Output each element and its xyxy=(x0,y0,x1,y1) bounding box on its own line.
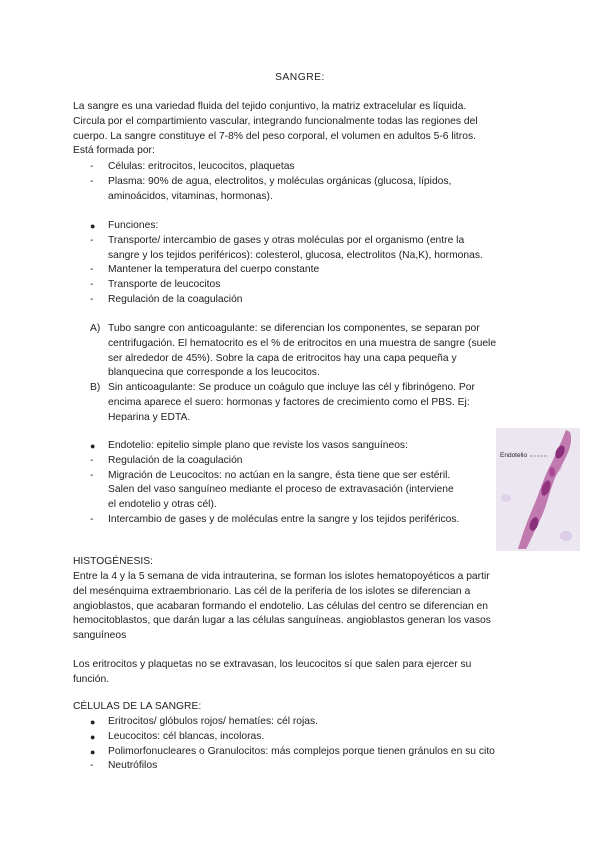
text-line: Los eritrocitos y plaquetas no se extravasan, los leucocitos sí que salen para ejercer su xyxy=(73,659,472,670)
text-line: angioblastos, que acabaran formando el endotelio. Las células del centro se diferencian en xyxy=(73,600,489,612)
list-item xyxy=(90,454,490,469)
text-line: Intercambio de gases y de moléculas entre la sangre y los tejidos periféricos. xyxy=(108,513,460,525)
text-line: aminoácidos, vitaminas, hormonas). xyxy=(108,190,273,202)
text-line: Mantener la temperatura del cuerpo constante xyxy=(108,264,320,276)
text-line: sangre y los tejidos periféricos): colesterol, glucosa, electrolitos (Na,K), hormonas. xyxy=(108,249,483,261)
tubes-list xyxy=(90,322,530,426)
cells-list xyxy=(90,715,530,774)
text-line: Neutrófilos xyxy=(108,760,158,772)
list-marker: - xyxy=(90,760,94,772)
list-item xyxy=(90,469,490,513)
bullet-icon: ● xyxy=(90,221,96,231)
text-line: Eritrocitos/ glóbulos rojos/ hematíes: cél rojas. xyxy=(108,716,319,727)
list-marker: - xyxy=(90,234,94,246)
intro-paragraph xyxy=(73,100,533,159)
list-marker: - xyxy=(90,293,94,305)
text-line: el endotelio y otras cél). xyxy=(108,499,217,511)
text-line: Transporte/ intercambio de gases y otras moléculas por el organismo (entre la xyxy=(108,234,465,246)
text-line: Regulación de la coagulación xyxy=(108,293,243,305)
list-item xyxy=(90,175,530,205)
text-line: Células: eritrocitos, leucocitos, plaquetas xyxy=(108,161,295,172)
endothelium-list xyxy=(90,439,490,528)
list-marker: - xyxy=(90,513,94,525)
list-item xyxy=(90,219,530,234)
figure-label: Endotelio xyxy=(500,452,528,459)
cell-blob xyxy=(560,531,572,541)
text-line: Tubo sangre con anticoagulante: se diferencian los componentes, se separan por xyxy=(108,323,480,334)
bullet-icon: ● xyxy=(90,717,96,727)
list-item xyxy=(90,293,530,308)
text-line: sanguíneos xyxy=(73,630,127,642)
list-item xyxy=(90,278,530,293)
endothelium-micrograph xyxy=(496,428,580,551)
text-line: Endotelio: epitelio simple plano que reviste los vasos sanguíneos: xyxy=(108,440,408,451)
text-line: centrifugación. El hematocrito es el % de eritrocitos en una muestra de sangre (suele xyxy=(108,337,497,349)
text-line: blanquecina que corresponde a los leucocitos. xyxy=(108,367,320,379)
text-line: Heparina y EDTA. xyxy=(108,411,191,423)
list-item xyxy=(90,160,530,175)
list-item xyxy=(90,263,530,278)
text-line: Plasma: 90% de agua, electrolitos, y moléculas orgánicas (glucosa, lípidos, xyxy=(108,175,452,187)
text-line: Regulación de la coagulación xyxy=(108,454,243,466)
list-item xyxy=(90,745,530,760)
text-line: Sin anticoagulante: Se produce un coágulo que incluye las cél y fibrinógeno. Por xyxy=(108,382,475,394)
page-title: SANGRE: xyxy=(275,72,325,83)
list-marker: B) xyxy=(90,382,101,394)
list-item xyxy=(90,759,530,774)
cell-blob xyxy=(549,467,555,477)
text-line: función. xyxy=(73,673,110,685)
list-item xyxy=(90,715,530,730)
text-line: encima aparece el suero: hormonas y factores de crecimiento como el PBS. Ej: xyxy=(108,396,470,408)
list-item xyxy=(90,439,490,454)
text-line: Entre la 4 y la 5 semana de vida intrauterina, se forman los islotes hematopoyéticos a partir xyxy=(73,571,490,582)
cell-blob xyxy=(501,494,511,502)
text-line: del mesénquima extraembrionario. Las cél de la periferia de los islotes se diferencian a xyxy=(73,585,471,597)
text-line: Leucocitos: cél blancas, incoloras. xyxy=(108,730,265,742)
text-line: La sangre es una variedad fluida del tejido conjuntivo, la matriz extracelular es líquida. xyxy=(73,101,467,112)
list-marker: - xyxy=(90,469,94,481)
bullet-icon: ● xyxy=(90,731,96,742)
list-item xyxy=(90,381,530,425)
text-line: Transporte de leucocitos xyxy=(108,279,221,291)
list-item xyxy=(90,730,530,745)
text-line: ser alrededor de 45%). Sobre la capa de eritrocitos hay una capa pequeña y xyxy=(108,352,457,364)
text-line: Polimorfonucleares o Granulocitos: más complejos porque tienen gránulos en su cito xyxy=(108,745,495,757)
list-item xyxy=(90,234,530,264)
list-marker: - xyxy=(90,279,94,291)
text-line: Salen del vaso sanguíneo mediante el proceso de extravasación (interviene xyxy=(108,484,454,496)
list-marker: - xyxy=(90,454,94,466)
text-line: cuerpo. La sangre constituye el 7-8% del peso corporal, el volumen en adultos 5-6 litros. xyxy=(73,130,476,142)
list-marker: - xyxy=(90,175,94,187)
composition-list xyxy=(90,160,530,204)
list-item xyxy=(90,322,530,381)
bullet-icon: ● xyxy=(90,441,96,451)
text-line: Funciones: xyxy=(108,220,159,231)
histogenesis-paragraph xyxy=(73,570,533,644)
extravasation-paragraph xyxy=(73,658,533,688)
histogenesis-title: HISTOGÉNESIS: xyxy=(73,556,153,567)
list-marker: A) xyxy=(90,323,101,334)
functions-list xyxy=(90,219,530,308)
list-marker: - xyxy=(90,161,94,172)
text-line: Está formada por: xyxy=(73,145,155,157)
cells-title: CÉLULAS DE LA SANGRE: xyxy=(73,701,202,712)
text-line: hemocitoblastos, que darán lugar a las células sanguíneas. angioblastos generan los vasos xyxy=(73,615,491,627)
list-item xyxy=(90,513,490,528)
list-marker: - xyxy=(90,264,94,276)
bullet-icon: ● xyxy=(90,746,96,757)
text-line: Circula por el compartimiento vascular, integrando funcionalmente todas las regiones del xyxy=(73,115,478,127)
text-line: Migración de Leucocitos: no actúan en la sangre, ésta tiene que ser estéril. xyxy=(108,469,451,481)
